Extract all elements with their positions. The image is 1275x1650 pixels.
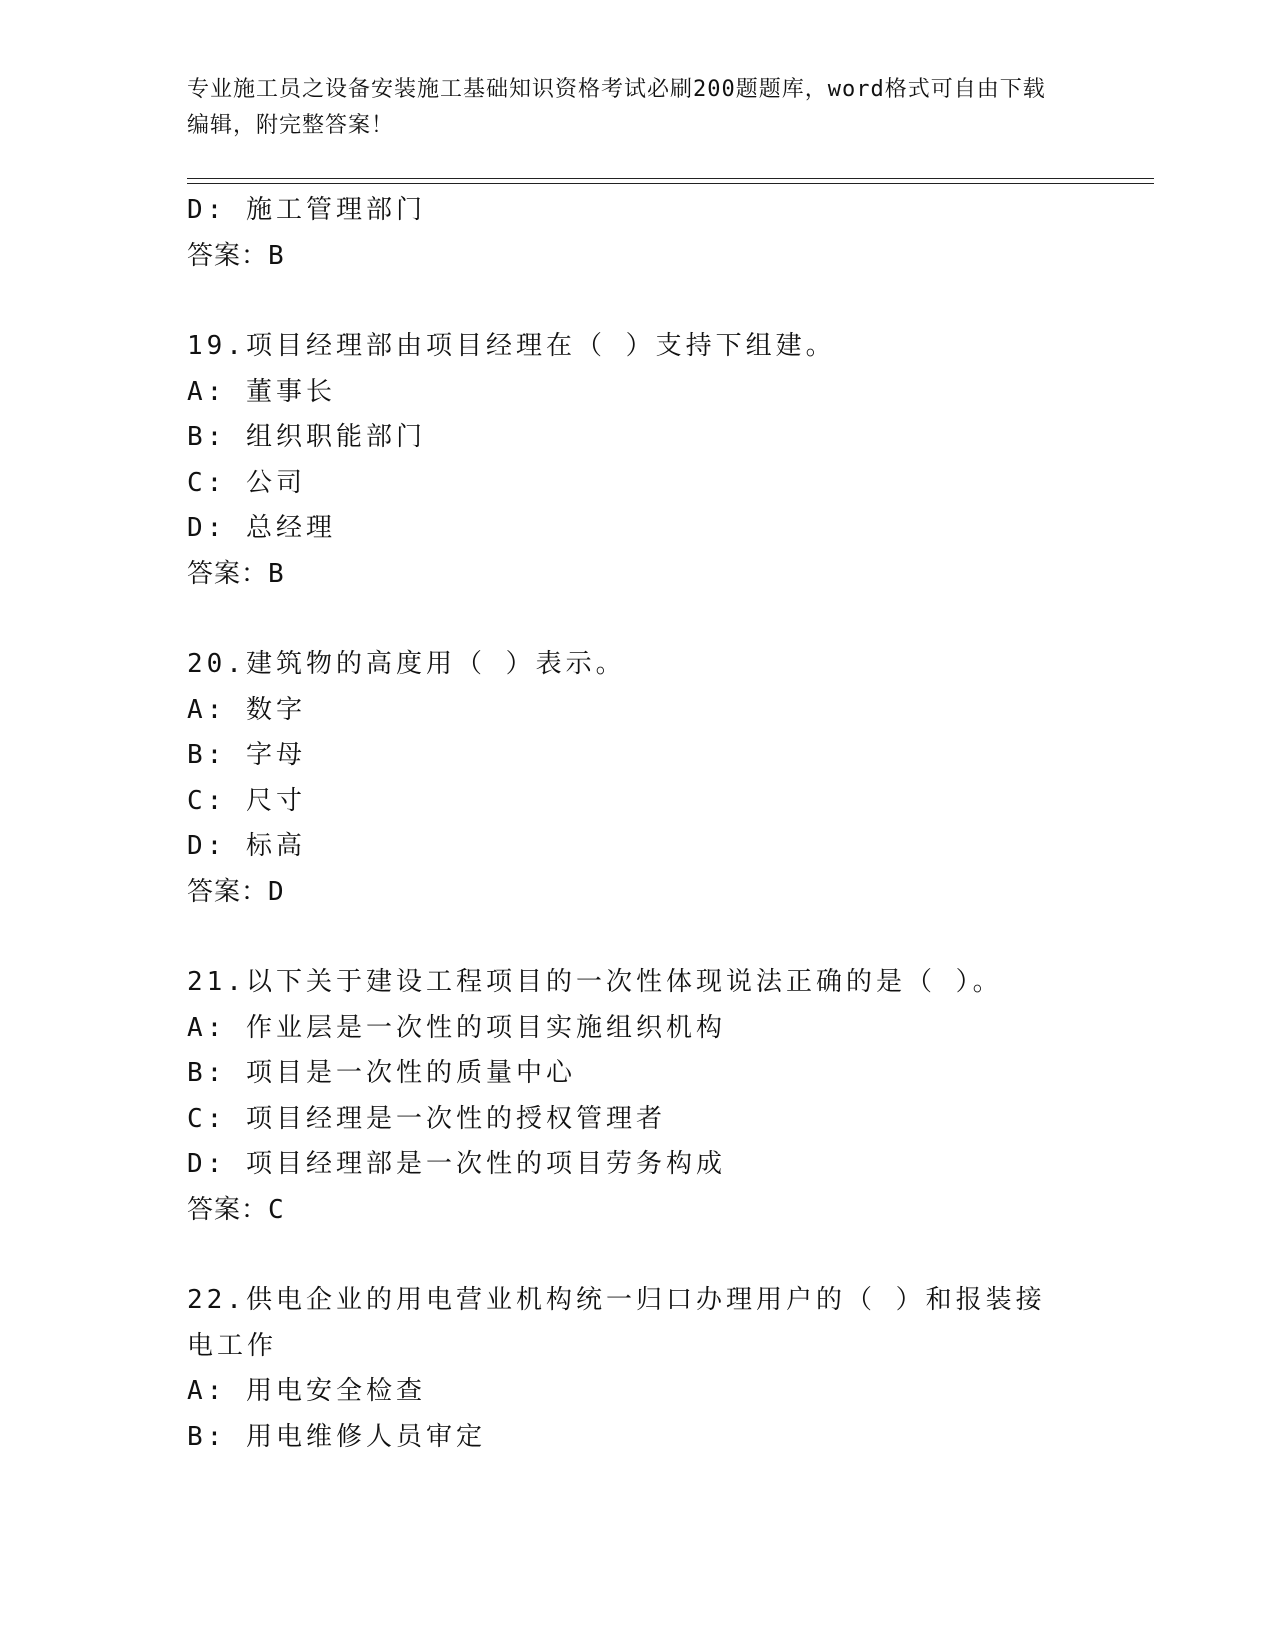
answer-line [187,870,1067,916]
question-text: 19.项目经理部由项目经理在（ ）支持下组建。 [187,331,836,361]
answer-value: D [268,876,285,907]
option-c: C: 项目经理是一次性的授权管理者 [187,1103,666,1134]
answer-label: 答案： [187,558,269,589]
option-a: A: 数字 [187,694,306,725]
option-b: B: 用电维修人员审定 [187,1421,486,1452]
question-list [187,188,1067,1460]
answer-line [187,552,1067,598]
option-a: A: 董事长 [187,376,336,407]
option-c: C: 公司 [187,467,306,498]
answer-line [187,234,1067,280]
option-a: A: 作业层是一次性的项目实施组织机构 [187,1012,726,1043]
option-b: B: 字母 [187,740,306,770]
question-text: 20.建筑物的高度用（ ）表示。 [187,649,626,679]
option-d: D: 总经理 [187,513,336,543]
question-text: 21.以下关于建设工程项目的一次性体现说法正确的是（ ）。 [187,967,1003,997]
answer-value: C [268,1194,285,1225]
answer-value: B [268,240,285,271]
answer-label: 答案： [187,876,269,907]
option-b: B: 项目是一次性的质量中心 [187,1058,576,1088]
answer-value: B [268,558,285,589]
option-d: D: 标高 [187,831,306,861]
header-divider [187,178,1154,184]
option-c: C: 尺寸 [187,785,306,816]
answer-line [187,1188,1067,1234]
option-d: D: 施工管理部门 [187,195,426,225]
answer-label: 答案： [187,1194,269,1225]
question-text: 22.供电企业的用电营业机构统一归口办理用户的（ ）和报装接电工作 [187,1285,1046,1361]
option-d: D: 项目经理部是一次性的项目劳务构成 [187,1149,726,1179]
option-a: A: 用电安全检查 [187,1376,426,1406]
answer-label: 答案： [187,240,269,271]
option-b: B: 组织职能部门 [187,422,426,452]
document-header: 专业施工员之设备安装施工基础知识资格考试必刷200题题库，word格式可自由下载编辑，附完整答案！ [187,77,1046,138]
